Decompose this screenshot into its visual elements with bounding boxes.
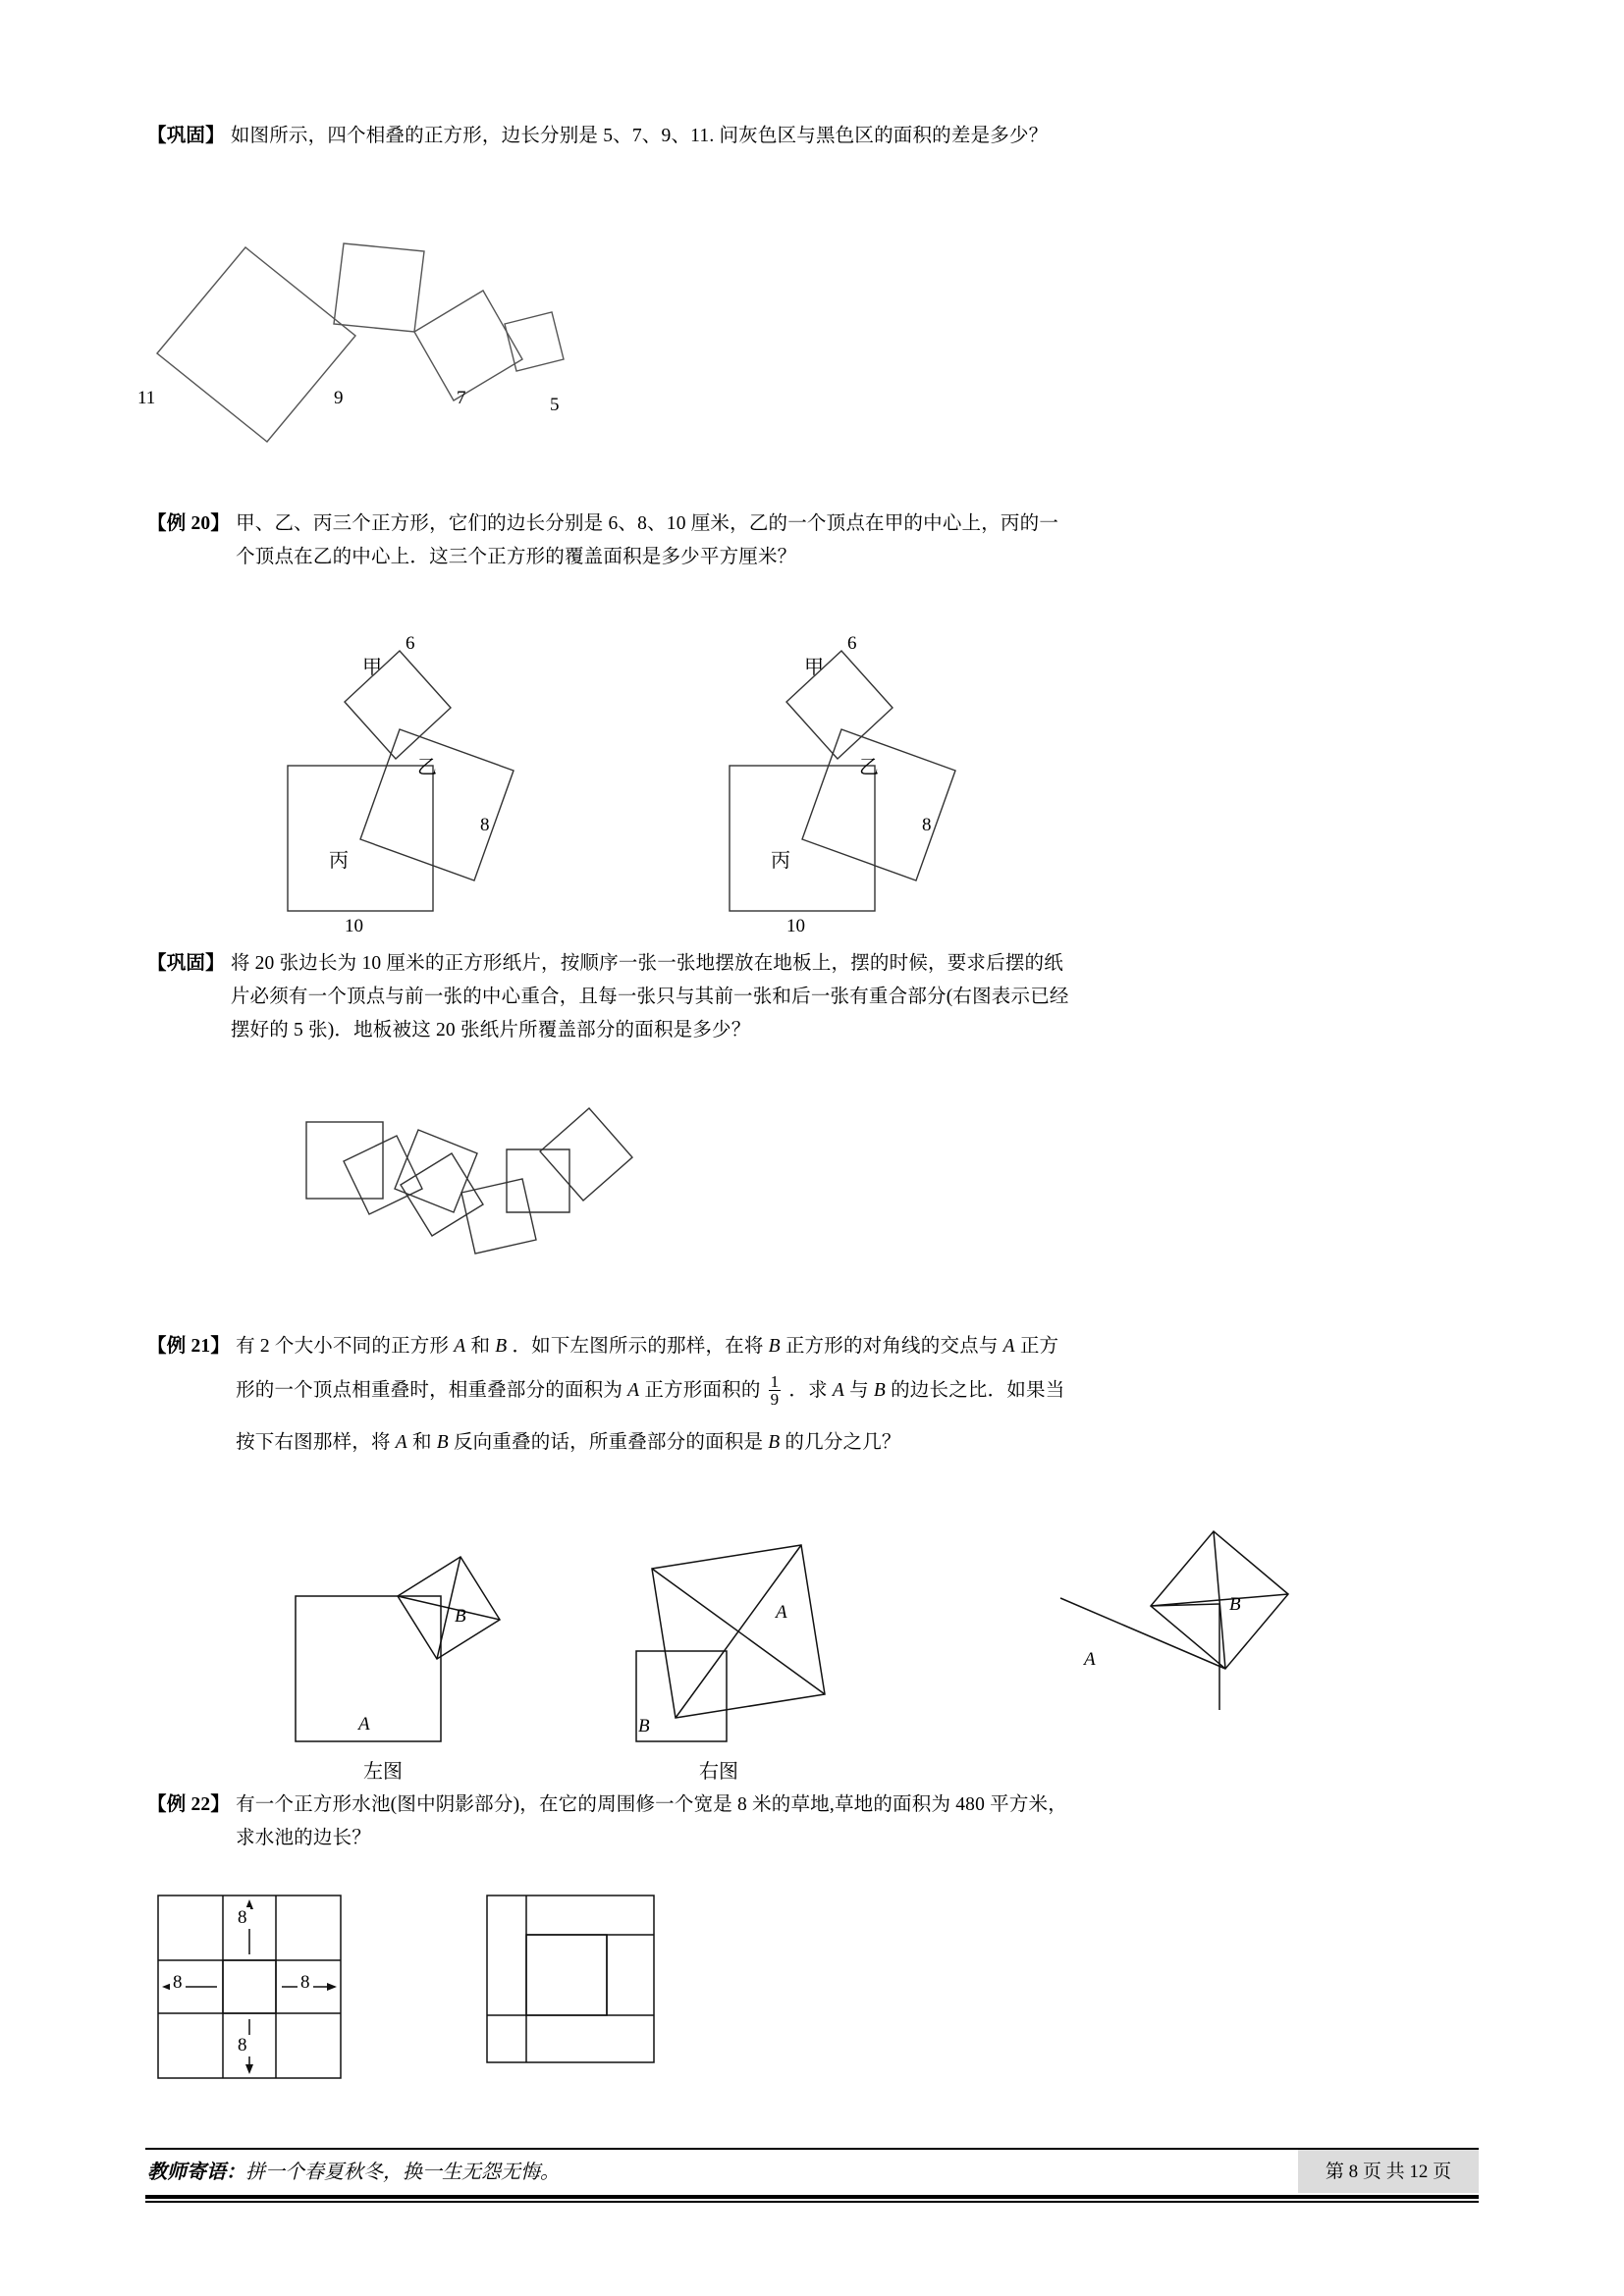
figure-label-8-bottom: 8 [235,2035,250,2056]
figure-label-6-left: 6 [406,633,415,654]
figure-label-5: 5 [550,395,560,415]
figure-label-bing-right: 丙 [771,850,790,872]
figure-label-yi-left: 乙 [417,757,437,778]
problem-5-figure-right [481,1890,668,2076]
problem-4-figure-right [1031,1500,1306,1745]
figure-label-yi-right: 乙 [859,757,879,778]
problem-1-figure [137,226,658,452]
problem-3-line3: 摆好的 5 张)．地板被这 20 张纸片所覆盖部分的面积是多少？ [230,1020,751,1041]
problem-2-tag: 【例 20】 [147,513,231,534]
figure-label-7: 7 [457,388,466,408]
problem-2-figure-right [722,594,1016,936]
footer-bottom-rule-thin [145,2201,1479,2203]
problem-3-line2: 片必须有一个顶点与前一张的中心重合，且每一张只与其前一张和后一张有重合部分(右图表示已经 [230,987,1069,1007]
figure-label-8-left: 8 [480,815,490,835]
caption-left-figure: 左图 [363,1761,403,1783]
problem-2-text [147,507,1479,574]
figure-label-jia-right: 甲 [804,657,824,678]
problem-4-text [147,1330,1479,1468]
caption-right-figure: 右图 [699,1761,738,1783]
figure-label-A-right: A [1084,1649,1096,1670]
footer-teacher-note [147,2156,560,2184]
problem-5-line2: 求水池的边长？ [236,1828,371,1848]
figure-label-jia-left: 甲 [362,657,382,678]
figure-label-8-right: 8 [298,1972,313,1994]
footer-top-rule [145,2148,1479,2150]
problem-5-tag: 【例 22】 [147,1794,231,1815]
figure-label-10-left: 10 [345,916,363,936]
figure-label-8-top: 8 [235,1907,250,1929]
footer-note-text: 拼一个春夏秋冬，换一生无怨无悔。 [245,2162,560,2183]
problem-5-text [147,1789,1479,1855]
problem-4-tag: 【例 21】 [147,1336,231,1357]
figure-label-B-middle: B [638,1716,650,1736]
footer-note-label: 教师寄语： [147,2162,245,2183]
footer-bottom-rule-thick [145,2195,1479,2199]
problem-3-text [147,947,1479,1047]
figure-label-bing-left: 丙 [329,850,349,872]
figure-label-A-middle: A [776,1602,787,1623]
problem-1-tag: 【巩固】 [147,126,225,146]
problem-2-figure-left [280,594,574,936]
figure-label-B-right: B [1229,1594,1241,1615]
problem-4-figure-left [290,1512,545,1757]
figure-label-8-right: 8 [922,815,932,835]
problem-1-body: 如图所示，四个相叠的正方形，边长分别是 5、7、9、11. 问灰色区与黑色区的面积的差是多少？ [230,126,1049,146]
problem-2-line1: 甲、乙、丙三个正方形，它们的边长分别是 6、8、10 厘米，乙的一个顶点在甲的中心上，丙的一 [236,513,1059,534]
problem-4-line2: 形的一个顶点相重叠时，相重叠部分的面积为 A 正方形面积的 $\frac{1}{9}$ ．求 A 与 B 的边长之比．如果当 [236,1371,1065,1410]
figure-label-A-left: A [358,1714,370,1735]
figure-label-B-left: B [455,1606,466,1627]
problem-5-figure-left [152,1890,358,2086]
problem-4-line1: 有 2 个大小不同的正方形 A 和 B ．如下左图所示的那样，在将 B 正方形的对角线的交点与 A 正方 [236,1336,1059,1357]
problem-4-figure-middle [628,1512,893,1757]
problem-3-figure [295,1095,746,1271]
problem-4-line3: 按下右图那样，将 A 和 B 反向重叠的话，所重叠部分的面积是 B 的几分之几？ [236,1432,901,1453]
figure-label-8-left: 8 [170,1972,186,1994]
figure-label-11: 11 [137,388,156,408]
figure-label-6-right: 6 [847,633,857,654]
problem-3-line1: 将 20 张边长为 10 厘米的正方形纸片，按顺序一张一张地摆放在地板上，摆的时候，要求后摆的纸 [230,953,1063,974]
fraction-one-ninth: $\frac{1}{9}$ [770,1371,780,1410]
footer-page-label: 第 8 页 共 12 页 [1325,2162,1452,2182]
problem-5-line1: 有一个正方形水池(图中阴影部分)，在它的周围修一个宽是 8 米的草地,草地的面积为 480 平方米， [236,1794,1067,1815]
problem-2-line2: 个顶点在乙的中心上．这三个正方形的覆盖面积是多少平方厘米？ [236,547,797,567]
figure-label-9: 9 [334,388,344,408]
figure-label-10-right: 10 [786,916,805,936]
problem-3-tag: 【巩固】 [147,953,225,974]
problem-1-text [147,120,1479,153]
